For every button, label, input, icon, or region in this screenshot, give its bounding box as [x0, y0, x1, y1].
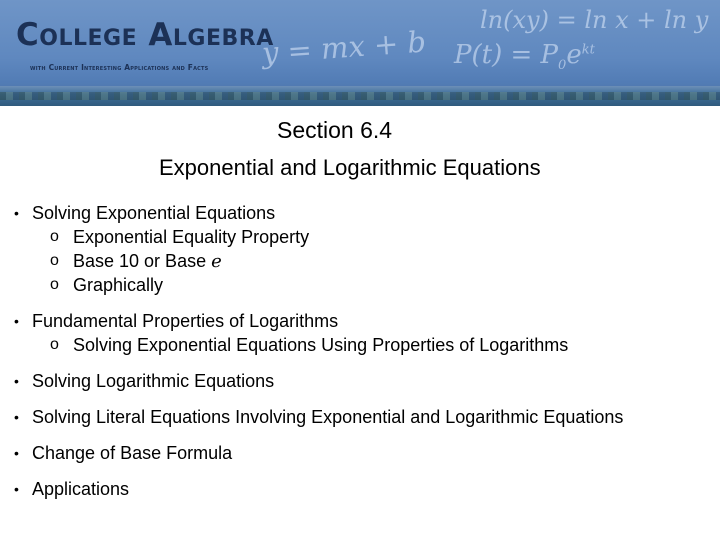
- list-item-label: Applications: [32, 479, 130, 499]
- logo-subtitle: with Current Interesting Applications and Facts: [30, 63, 209, 72]
- sub-marker: o: [50, 336, 59, 353]
- formula-growth-base: e: [566, 40, 582, 70]
- formula-growth-sub: 0: [558, 58, 567, 74]
- section-subtitle: Exponential and Logarithmic Equations: [159, 155, 541, 180]
- list-item: [14, 477, 714, 501]
- bullet-marker: •: [14, 409, 19, 425]
- list-item: [14, 441, 714, 465]
- list-item: [14, 369, 714, 393]
- sub-list-item-text: Base 10 or Base: [73, 251, 212, 271]
- bullet-marker: •: [14, 205, 19, 221]
- formula-log-product: ln(xy) = ln x + ln y: [480, 6, 709, 34]
- sub-marker: o: [50, 276, 59, 293]
- list-item-label: Solving Literal Equations Involving Exponential and Logarithmic Equations: [32, 407, 624, 427]
- section-title: Section 6.4: [277, 117, 393, 143]
- bullet-marker: •: [14, 373, 19, 389]
- list-item: [14, 405, 714, 429]
- list-item-label: Change of Base Formula: [32, 443, 233, 463]
- bullet-marker: •: [14, 313, 19, 329]
- sub-list-item-label: Solving Exponential Equations Using Properties of Logarithms: [73, 335, 569, 355]
- variable-e: e: [211, 251, 222, 272]
- formula-growth: [454, 40, 595, 73]
- sub-marker: o: [50, 252, 59, 269]
- topic-outline: [14, 201, 714, 501]
- banner-landscape-strip: [0, 86, 720, 106]
- sub-list-item-label: Exponential Equality Property: [73, 227, 310, 247]
- sub-marker: o: [50, 228, 59, 245]
- list-item-label: Solving Exponential Equations: [32, 203, 276, 223]
- sub-list-item: [14, 273, 714, 297]
- list-item-label: Solving Logarithmic Equations: [32, 371, 275, 391]
- bullet-marker: •: [14, 445, 19, 461]
- formula-growth-left: P(t) = P: [454, 40, 559, 70]
- sub-list-item-label: [73, 249, 222, 274]
- list-item-label: Fundamental Properties of Logarithms: [32, 311, 339, 331]
- logo-title: College Algebra: [16, 17, 274, 53]
- list-item: [14, 201, 714, 225]
- formula-line: y = mx + b: [260, 24, 428, 70]
- sub-list-item: [14, 333, 714, 357]
- header-banner: [0, 0, 720, 106]
- bullet-marker: •: [14, 481, 19, 497]
- sub-list-item: [14, 249, 714, 273]
- sub-list-item-label: Graphically: [73, 275, 164, 295]
- sub-list-item: [14, 225, 714, 249]
- list-item: [14, 309, 714, 333]
- formula-growth-exp: kt: [581, 42, 595, 58]
